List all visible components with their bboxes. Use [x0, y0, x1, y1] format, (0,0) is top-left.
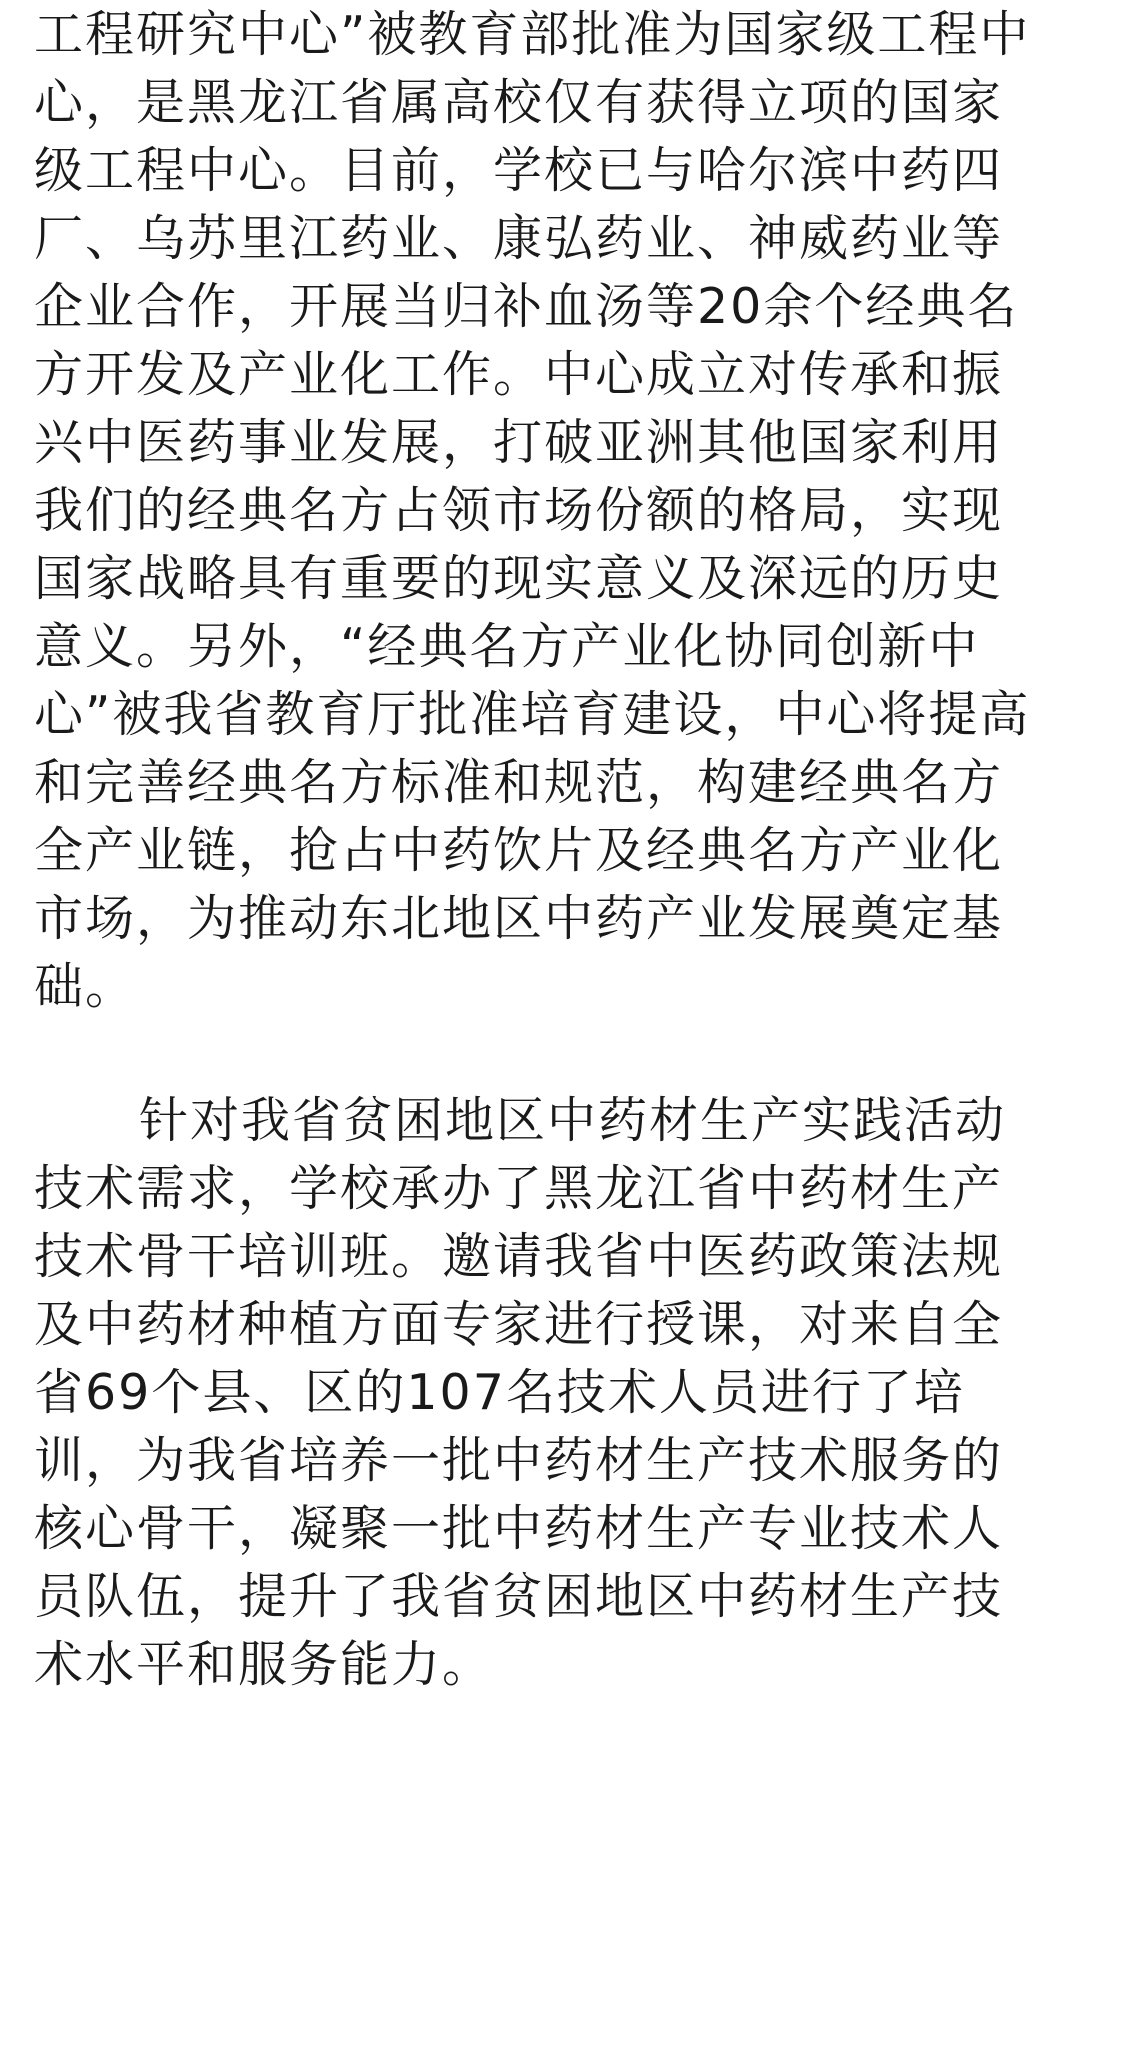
- paragraph-line: 企业合作，开展当归补血汤等20余个经典名: [34, 278, 1019, 335]
- paragraph-line: 员队伍，提升了我省贫困地区中药材生产技: [34, 1568, 1004, 1625]
- paragraph-line: 心，是黑龙江省属高校仅有获得立项的国家: [34, 74, 1004, 131]
- paragraph-line: 全产业链，抢占中药饮片及经典名方产业化: [34, 822, 1004, 879]
- paragraph-line: 针对我省贫困地区中药材生产实践活动: [139, 1092, 1007, 1149]
- paragraph-line: 厂、乌苏里江药业、康弘药业、神威药业等: [34, 210, 1004, 267]
- paragraph-line: 市场，为推动东北地区中药产业发展奠定基: [34, 890, 1004, 947]
- paragraph-line: 省69个县、区的107名技术人员进行了培: [34, 1364, 965, 1421]
- paragraph-line: 心”被我省教育厅批准培育建设，中心将提高: [34, 686, 1031, 743]
- paragraph-line: 方开发及产业化工作。中心成立对传承和振: [34, 346, 1004, 403]
- paragraph-line: 础。: [34, 958, 137, 1015]
- paragraph-line: 及中药材种植方面专家进行授课，对来自全: [34, 1296, 1004, 1353]
- paragraph-line: 核心骨干，凝聚一批中药材生产专业技术人: [34, 1500, 1004, 1557]
- paragraph-line: 技术需求，学校承办了黑龙江省中药材生产: [34, 1160, 1004, 1217]
- paragraph-line: 级工程中心。目前，学校已与哈尔滨中药四: [34, 142, 1004, 199]
- paragraph-line: 训，为我省培养一批中药材生产技术服务的: [34, 1432, 1004, 1489]
- paragraph-line: 和完善经典名方标准和规范，构建经典名方: [34, 754, 1004, 811]
- paragraph-line: 术水平和服务能力。: [34, 1636, 494, 1693]
- paragraph-line: 意义。另外，“经典名方产业化协同创新中: [34, 618, 980, 675]
- paragraph-line: 技术骨干培训班。邀请我省中医药政策法规: [34, 1228, 1004, 1285]
- paragraph-line: 兴中医药事业发展，打破亚洲其他国家利用: [34, 414, 1004, 471]
- paragraph-line: 我们的经典名方占领市场份额的格局，实现: [34, 482, 1004, 539]
- paragraph-line: 工程研究中心”被教育部批准为国家级工程中: [34, 6, 1031, 63]
- paragraph-line: 国家战略具有重要的现实意义及深远的历史: [34, 550, 1004, 607]
